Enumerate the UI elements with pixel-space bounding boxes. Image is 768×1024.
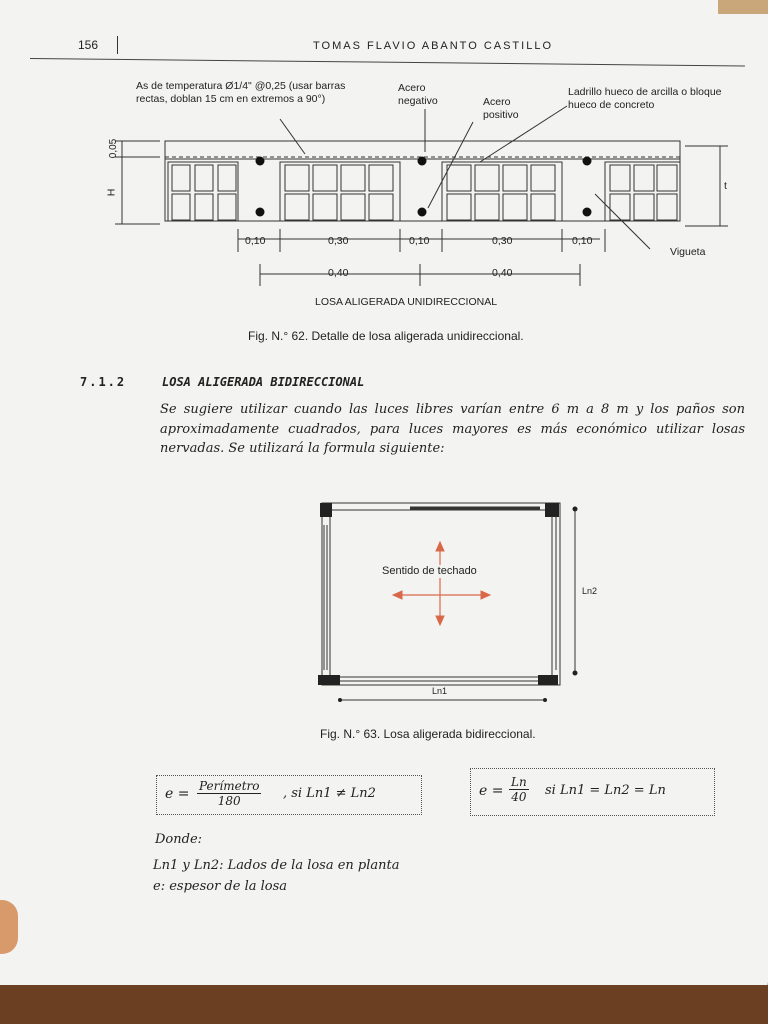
roofing-direction-arrows bbox=[393, 542, 490, 625]
dim-h: H bbox=[105, 188, 118, 197]
page-number: 156 bbox=[78, 38, 99, 52]
dim-040-a: 0,40 bbox=[328, 267, 349, 279]
dim-040-b: 0,40 bbox=[492, 267, 513, 279]
header-separator bbox=[117, 36, 118, 54]
figure-62-caption: Fig. N.° 62. Detalle de losa aligerada unidireccional. bbox=[248, 329, 524, 343]
label-as-temperatura: As de temperatura Ø1/4" @0,25 (usar barras rectas, doblan 15 cm en extremos a 90°) bbox=[136, 80, 346, 105]
figure-62 bbox=[100, 74, 740, 334]
formula-2-numerator: Ln bbox=[511, 775, 527, 789]
dim-010-b: 0,10 bbox=[409, 235, 430, 247]
label-vigueta: Vigueta bbox=[670, 246, 706, 258]
rebar-top-3 bbox=[583, 157, 592, 166]
label-ladrillo: Ladrillo hueco de arcilla o bloque hueco de concreto bbox=[568, 86, 722, 111]
formula-2-condition: si Ln1 = Ln2 = Ln bbox=[545, 783, 666, 798]
formula-1-condition: , si Ln1 ≠ Ln2 bbox=[283, 786, 376, 801]
formula-box-1 bbox=[156, 775, 422, 815]
definition-line-1: Ln1 y Ln2: Lados de la losa en planta bbox=[153, 858, 400, 873]
definition-line-2: e: espesor de la losa bbox=[153, 879, 288, 894]
sentido-de-techado-label: Sentido de techado bbox=[382, 565, 477, 577]
brick-block-3 bbox=[442, 162, 562, 221]
dim-010-c: 0,10 bbox=[572, 235, 593, 247]
formula-2-fraction bbox=[509, 775, 529, 804]
header-rule bbox=[30, 58, 745, 66]
donde-label: Donde: bbox=[155, 832, 203, 847]
formula-1-denominator: 180 bbox=[217, 794, 241, 808]
figure-63 bbox=[300, 495, 620, 705]
dim-t: t bbox=[724, 180, 727, 192]
thumb bbox=[0, 900, 18, 954]
formula-box-2 bbox=[470, 768, 715, 816]
page-header bbox=[30, 34, 750, 62]
rebar-bottom-3 bbox=[583, 208, 592, 217]
formula-1-numerator: Perímetro bbox=[199, 779, 260, 793]
formula-1-lhs: e = bbox=[165, 786, 190, 802]
brick-block-4 bbox=[605, 162, 680, 221]
book-edge bbox=[0, 985, 768, 1024]
label-acero-negativo: Acero negativo bbox=[398, 82, 438, 107]
dim-030-b: 0,30 bbox=[492, 235, 513, 247]
author-name: TOMAS FLAVIO ABANTO CASTILLO bbox=[313, 40, 553, 52]
section-title: LOSA ALIGERADA BIDIRECCIONAL bbox=[162, 375, 365, 389]
dim-030-a: 0,30 bbox=[328, 235, 349, 247]
label-acero-positivo: Acero positivo bbox=[483, 96, 519, 121]
formula-2-denominator: 40 bbox=[511, 790, 527, 804]
bidirectional-slab-drawing bbox=[300, 495, 620, 705]
formula-2-lhs: e = bbox=[479, 783, 504, 799]
brick-block-1 bbox=[168, 162, 238, 221]
formula-1-fraction bbox=[197, 779, 261, 808]
dim-010-a: 0,10 bbox=[245, 235, 266, 247]
section-paragraph: Se sugiere utilizar cuando las luces libres varían entre 6 m a 8 m y los paños son aproximadamente cuadrados, para luces mayores es más económico utilizar losas nervadas. Se utilizará la formula siguiente: bbox=[160, 402, 745, 456]
dim-005: 0,05 bbox=[108, 138, 120, 159]
section-number: 7.1.2 bbox=[80, 375, 127, 389]
rebar-bottom-1 bbox=[256, 208, 265, 217]
rebar-top-1 bbox=[256, 157, 265, 166]
figure-62-title: LOSA ALIGERADA UNIDIRECCIONAL bbox=[315, 296, 498, 308]
rebar-bottom-2 bbox=[418, 208, 427, 217]
dim-ln1: Ln1 bbox=[432, 686, 448, 696]
figure-63-caption: Fig. N.° 63. Losa aligerada bidireccional. bbox=[320, 727, 536, 741]
background-edge bbox=[718, 0, 768, 14]
rebar-top-2 bbox=[418, 157, 427, 166]
brick-block-2 bbox=[280, 162, 400, 221]
dim-ln2: Ln2 bbox=[582, 586, 598, 596]
